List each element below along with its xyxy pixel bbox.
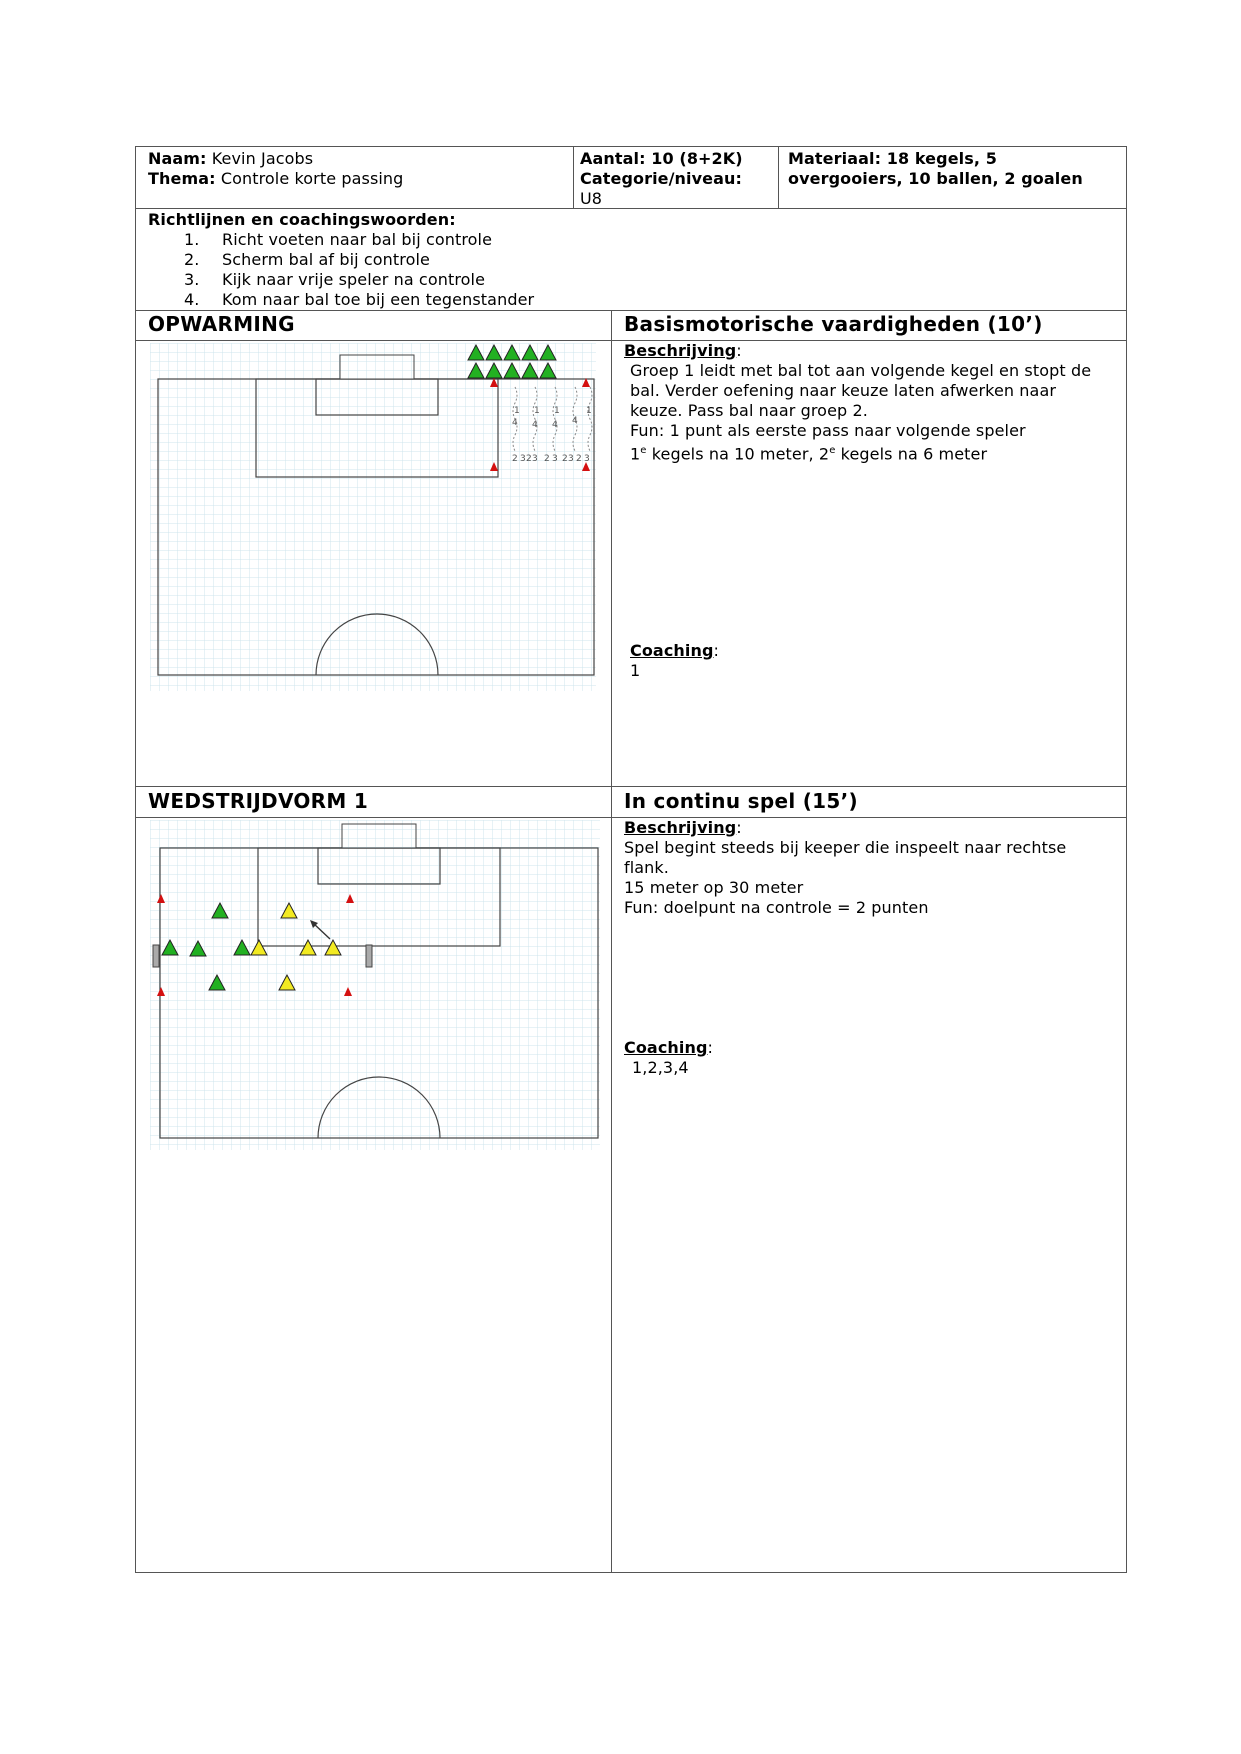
- list-text: Scherm bal af bij controle: [222, 250, 430, 269]
- mini-goal-right: [366, 945, 372, 967]
- aantal: Aantal: 10 (8+2K): [580, 149, 743, 168]
- opwarming-text: [612, 341, 1126, 786]
- description-line: Fun: 1 punt als eerste pass naar volgende speler: [630, 421, 1026, 440]
- list-number: 3.: [184, 270, 200, 289]
- svg-text:3: 3: [532, 454, 538, 464]
- colon: :: [736, 341, 742, 360]
- description-line: flank.: [624, 858, 669, 877]
- svg-text:4: 4: [552, 420, 558, 430]
- grid-background: [150, 343, 596, 691]
- materiaal-cell: [779, 147, 1126, 208]
- coaching-value: 1: [630, 661, 641, 680]
- warmup-drill-diagram: [150, 343, 596, 691]
- header-row: [136, 147, 1126, 208]
- list-text: Richt voeten naar bal bij controle: [222, 230, 493, 249]
- description-line: Fun: doelpunt na controle = 2 punten: [624, 898, 929, 917]
- guidelines-list: [148, 230, 1126, 310]
- beschrijving-label: Beschrijving: [624, 341, 737, 360]
- beschrijving-label: Beschrijving: [624, 818, 737, 837]
- divider: [573, 147, 574, 208]
- svg-text:1: 1: [534, 406, 540, 416]
- list-number: 2.: [184, 250, 200, 269]
- categorie-value: U8: [580, 189, 603, 208]
- svg-text:4: 4: [532, 420, 538, 430]
- aantal-cell: [574, 147, 778, 208]
- svg-text:2: 2: [576, 454, 582, 464]
- coaching-label: Coaching: [630, 641, 714, 660]
- mini-goal-left: [153, 945, 159, 967]
- list-item: [148, 290, 1126, 310]
- colon: :: [713, 641, 720, 660]
- svg-text:2: 2: [512, 454, 518, 464]
- section-opwarming-header: [136, 311, 1126, 340]
- match-drill-diagram: [150, 820, 600, 1150]
- thema-value: Controle korte passing: [220, 169, 404, 188]
- description-block: [624, 838, 1126, 918]
- categorie-label: Categorie/niveau:: [580, 169, 742, 188]
- list-number: 1.: [184, 230, 200, 249]
- description-block: [624, 361, 1126, 464]
- section-subtitle: Basismotorische vaardigheden (10’): [624, 312, 1043, 336]
- coaching-label: Coaching: [624, 1038, 708, 1057]
- svg-text:2: 2: [544, 454, 550, 464]
- thema-label: Thema:: [148, 169, 216, 188]
- svg-text:2: 2: [526, 454, 532, 464]
- svg-text:1: 1: [586, 406, 592, 416]
- description-line: Groep 1 leidt met bal tot aan volgende kegel en stopt de: [630, 361, 1092, 380]
- list-number: 4.: [184, 290, 200, 309]
- section-subtitle: In continu spel (15’): [624, 789, 858, 813]
- section-wedstrijdvorm-body: [136, 818, 1126, 1573]
- training-sheet: [135, 146, 1127, 1573]
- svg-text:3: 3: [568, 454, 574, 464]
- coaching-block: [630, 641, 719, 681]
- naam-value: Kevin Jacobs: [211, 149, 314, 168]
- svg-text:2: 2: [562, 454, 568, 464]
- list-item: [148, 230, 1126, 250]
- svg-text:4: 4: [512, 418, 518, 428]
- wedstrijdvorm-text: [612, 818, 1126, 1573]
- description-line: Spel begint steeds bij keeper die inspeelt naar rechtse: [624, 838, 1067, 857]
- section-title: OPWARMING: [148, 312, 295, 336]
- list-item: [148, 270, 1126, 290]
- divider: [778, 147, 779, 208]
- materiaal-line1: Materiaal: 18 kegels, 5: [788, 149, 997, 168]
- svg-text:4: 4: [572, 416, 578, 426]
- description-line: keuze. Pass bal naar groep 2.: [630, 401, 868, 420]
- naam-thema-cell: [136, 147, 573, 208]
- description-line: 15 meter op 30 meter: [624, 878, 804, 897]
- description-line: bal. Verder oefening naar keuze laten afwerken naar: [630, 381, 1057, 400]
- goal-net: [342, 824, 416, 848]
- section-title: WEDSTRIJDVORM 1: [148, 789, 369, 813]
- section-wedstrijdvorm-header: [136, 787, 1126, 817]
- coaching-block: [624, 1038, 713, 1078]
- guidelines-title: Richtlijnen en coachingswoorden:: [148, 210, 456, 229]
- list-item: [148, 250, 1126, 270]
- list-text: Kom naar bal toe bij een tegenstander: [222, 290, 535, 309]
- section-opwarming-body: [136, 341, 1126, 786]
- coaching-value: 1,2,3,4: [632, 1058, 689, 1077]
- goal-net-mesh: [340, 355, 414, 379]
- guidelines-row: [136, 209, 1126, 309]
- svg-text:1: 1: [554, 406, 560, 416]
- list-text: Kijk naar vrije speler na controle: [222, 270, 486, 289]
- svg-text:3: 3: [520, 454, 526, 464]
- svg-text:1: 1: [514, 406, 520, 416]
- naam-label: Naam:: [148, 149, 207, 168]
- colon: :: [736, 818, 742, 837]
- colon: :: [707, 1038, 714, 1057]
- svg-text:3: 3: [552, 454, 558, 464]
- cones-line: 1e kegels na 10 meter, 2e kegels na 6 meter: [630, 444, 988, 464]
- svg-text:3: 3: [584, 454, 590, 464]
- materiaal-line2: overgooiers, 10 ballen, 2 goalen: [788, 169, 1083, 188]
